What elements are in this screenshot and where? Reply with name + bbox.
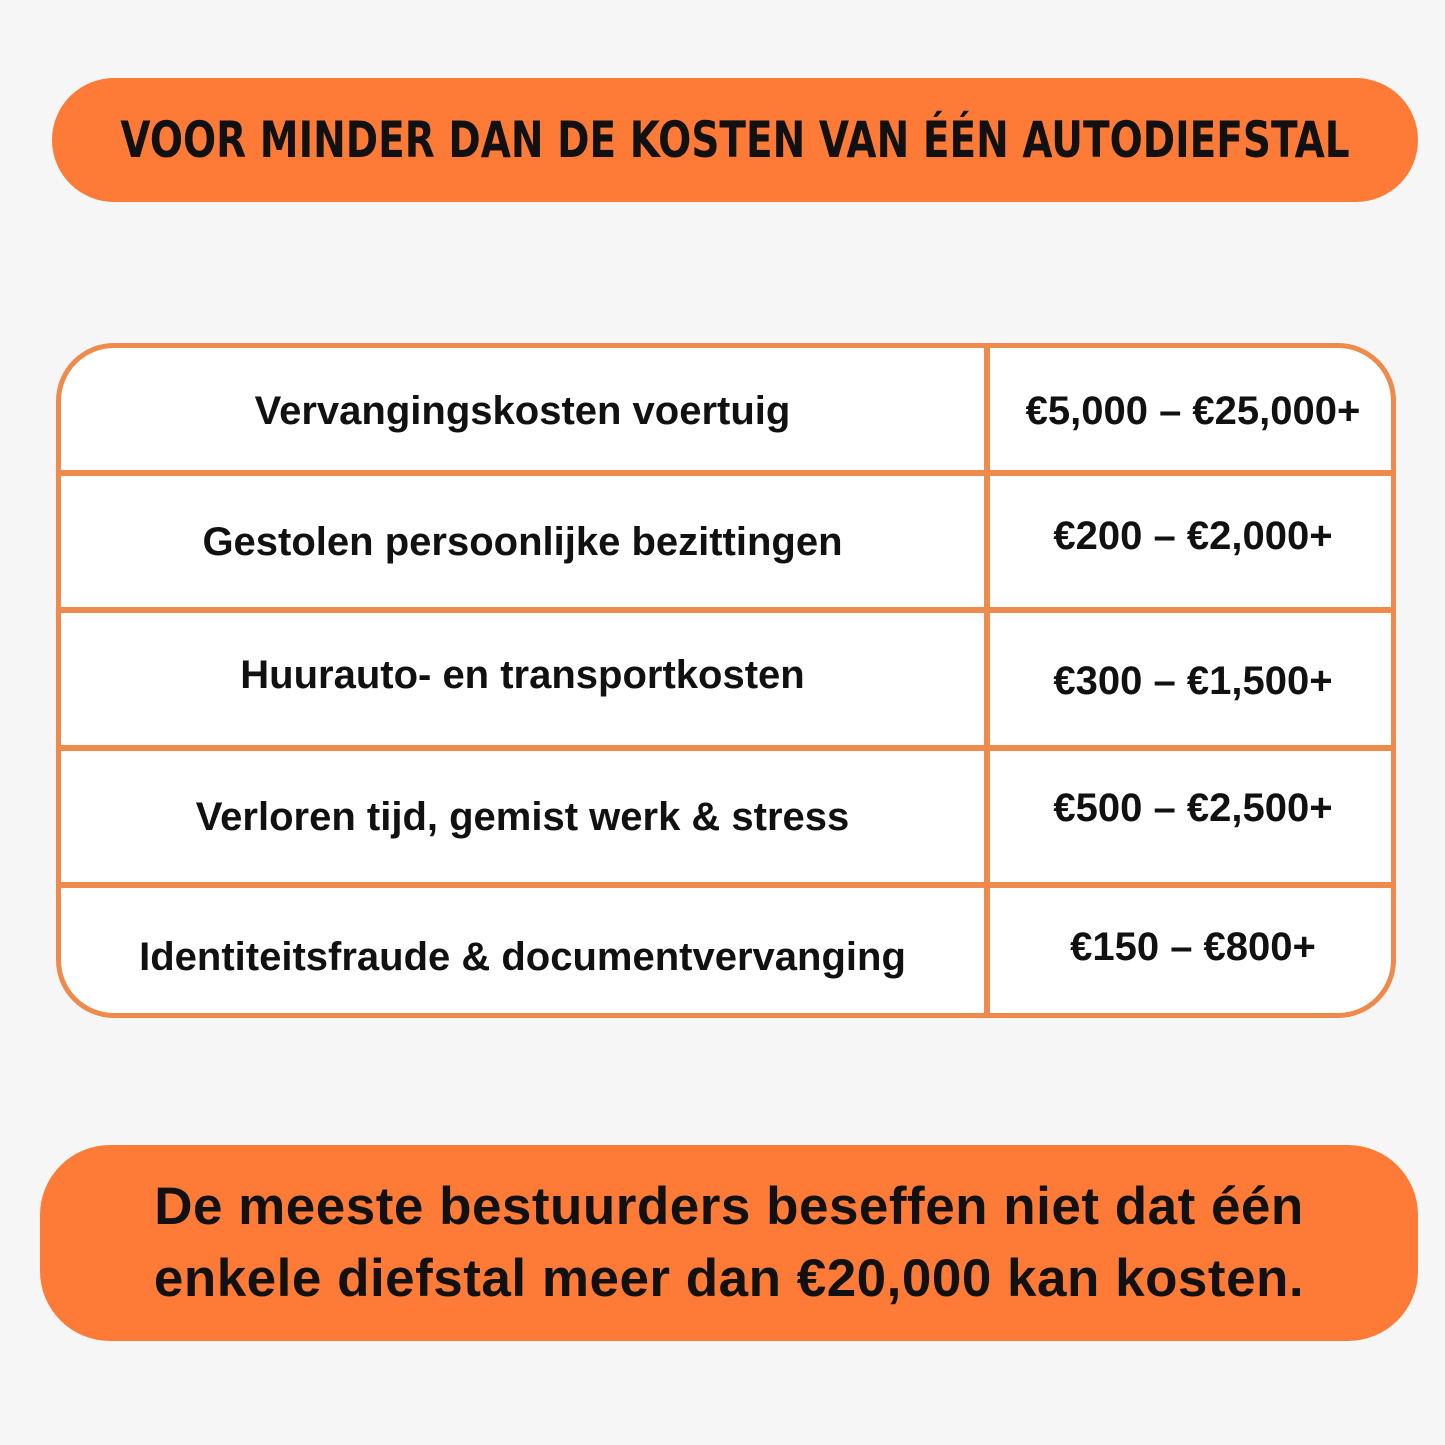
cost-value-lost-time: €500 – €2,500+ [1053,785,1333,830]
cost-value-rental: €300 – €1,500+ [1053,658,1333,703]
header-banner [52,78,1418,202]
cost-table [56,343,1396,1018]
cost-value-belongings: €200 – €2,000+ [1053,513,1333,558]
footer-line-2: enkele diefstal meer dan €20,000 kan kosten. [153,1249,1305,1308]
cost-value-identity: €150 – €800+ [1070,924,1316,969]
footer-banner [40,1145,1418,1341]
cost-label-vehicle: Vervangingskosten voertuig [254,388,791,433]
footer-line-1: De meeste bestuurders beseffen niet dat één [154,1177,1304,1236]
cost-label-belongings: Gestolen persoonlijke bezittingen [202,519,843,564]
header-title: VOOR MINDER DAN DE KOSTEN VAN ÉÉN AUTODIEFSTAL [120,111,1350,169]
cost-label-lost-time: Verloren tijd, gemist werk & stress [195,794,850,839]
cost-value-vehicle: €5,000 – €25,000+ [1025,388,1361,433]
cost-label-rental: Huurauto- en transportkosten [240,652,805,697]
footer-message [154,1171,1304,1315]
cost-label-identity: Identiteitsfraude & documentvervanging [139,934,906,979]
